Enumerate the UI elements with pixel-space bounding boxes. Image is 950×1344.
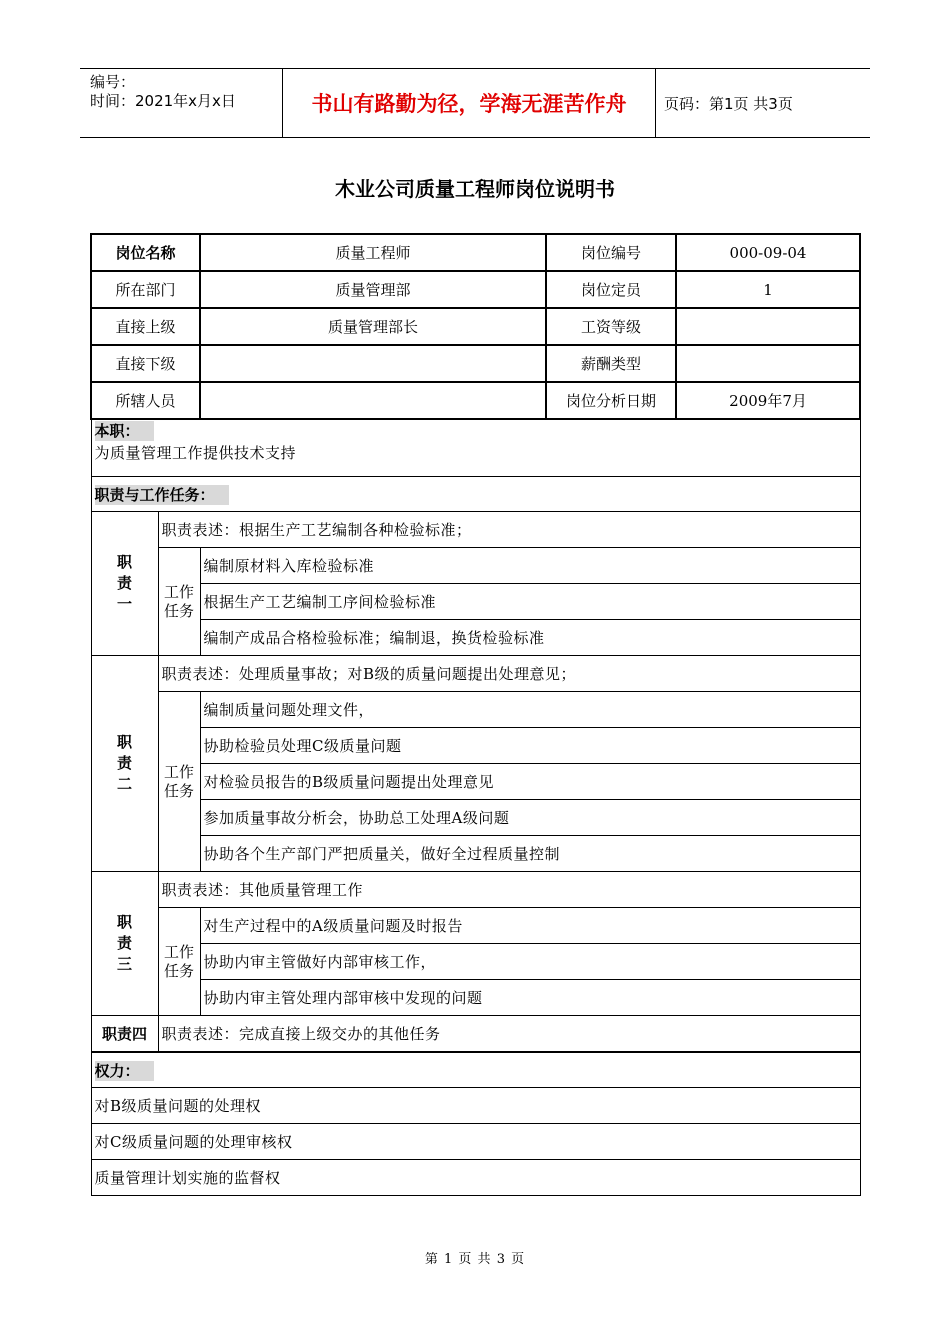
info-label: 薪酬类型 (546, 345, 676, 382)
task-label: 工作 任务 (158, 908, 200, 1016)
info-row (91, 382, 860, 419)
task-row (91, 584, 860, 620)
info-label: 直接上级 (91, 308, 200, 345)
duties-heading-row (91, 477, 860, 512)
info-value: 1 (676, 271, 860, 308)
info-label: 岗位分析日期 (546, 382, 676, 419)
task-item: 编制产成品合格检验标准；编制退，换货检验标准 (200, 620, 860, 656)
info-value: 2009年7月 (676, 382, 860, 419)
authority-row (91, 1124, 860, 1160)
task-row (91, 800, 860, 836)
header-page-info: 页码：第1页 共3页 (664, 94, 793, 113)
task-row (91, 980, 860, 1016)
info-label: 所在部门 (91, 271, 200, 308)
page-header (80, 68, 870, 138)
task-row (91, 728, 860, 764)
info-value: 000-09-04 (676, 234, 860, 271)
summary-text: 为质量管理工作提供技术支持 (91, 442, 860, 477)
info-label: 岗位编号 (546, 234, 676, 271)
task-row (91, 764, 860, 800)
duty-desc-row (91, 1016, 860, 1053)
task-row (91, 620, 860, 656)
info-value (676, 345, 860, 382)
duty-desc: 职责表述：根据生产工艺编制各种检验标准； (158, 512, 860, 548)
summary-heading-row (91, 419, 860, 442)
task-item: 编制质量问题处理文件， (200, 692, 860, 728)
info-value: 质量工程师 (200, 234, 546, 271)
date-label: 时间：2021年x月x日 (90, 92, 236, 110)
task-item: 对生产过程中的A级质量问题及时报告 (200, 908, 860, 944)
task-row (91, 944, 860, 980)
page-footer: 第 1 页 共 3 页 (424, 1252, 526, 1267)
header-slogan: 书山有路勤为径，学海无涯苦作舟 (282, 69, 656, 137)
task-item: 编制原材料入库检验标准 (200, 548, 860, 584)
duty-label: 职 责 三 (91, 872, 158, 1016)
duty-label: 职 责 一 (91, 512, 158, 656)
task-item: 协助内审主管处理内部审核中发现的问题 (200, 980, 860, 1016)
info-row (91, 234, 860, 271)
duties-heading-cell (91, 477, 860, 512)
duty-desc-row (91, 512, 860, 548)
summary-text-row (91, 442, 860, 477)
task-item: 协助检验员处理C级质量问题 (200, 728, 860, 764)
duty-desc: 职责表述：完成直接上级交办的其他任务 (158, 1016, 860, 1053)
task-item: 协助各个生产部门严把质量关，做好全过程质量控制 (200, 836, 860, 872)
task-item: 根据生产工艺编制工序间检验标准 (200, 584, 860, 620)
task-item: 协助内审主管做好内部审核工作， (200, 944, 860, 980)
duty-desc: 职责表述：其他质量管理工作 (158, 872, 860, 908)
job-description-table (90, 233, 861, 1196)
info-value (200, 345, 546, 382)
info-value (200, 382, 546, 419)
info-label: 工资等级 (546, 308, 676, 345)
authority-heading-row (91, 1052, 860, 1088)
task-item: 对检验员报告的B级质量问题提出处理意见 (200, 764, 860, 800)
duty-desc: 职责表述：处理质量事故；对B级的质量问题提出处理意见； (158, 656, 860, 692)
info-label: 岗位定员 (546, 271, 676, 308)
authority-item: 对C级质量问题的处理审核权 (91, 1124, 860, 1160)
duties-heading: 职责与工作任务： (95, 485, 229, 505)
duty-label: 职责四 (91, 1016, 158, 1053)
task-label: 工作 任务 (158, 692, 200, 872)
number-label: 编号： (90, 73, 136, 91)
authority-heading: 权力： (95, 1061, 154, 1081)
authority-item: 对B级质量问题的处理权 (91, 1088, 860, 1124)
task-row (91, 548, 860, 584)
duty-desc-row (91, 656, 860, 692)
duty-desc-row (91, 872, 860, 908)
info-value (676, 308, 860, 345)
info-label: 所辖人员 (91, 382, 200, 419)
info-row (91, 345, 860, 382)
authority-item: 质量管理计划实施的监督权 (91, 1160, 860, 1196)
info-label: 岗位名称 (91, 234, 200, 271)
duty-label: 职 责 二 (91, 656, 158, 872)
task-item: 参加质量事故分析会，协助总工处理A级问题 (200, 800, 860, 836)
summary-heading-cell (91, 419, 860, 442)
task-row (91, 908, 860, 944)
document-title: 木业公司质量工程师岗位说明书 (335, 177, 615, 201)
task-row (91, 836, 860, 872)
header-meta (90, 73, 236, 111)
summary-heading: 本职： (95, 421, 154, 441)
authority-row (91, 1160, 860, 1196)
info-value: 质量管理部 (200, 271, 546, 308)
task-label: 工作 任务 (158, 548, 200, 656)
info-value: 质量管理部长 (200, 308, 546, 345)
info-row (91, 271, 860, 308)
authority-row (91, 1088, 860, 1124)
task-row (91, 692, 860, 728)
info-label: 直接下级 (91, 345, 200, 382)
authority-heading-cell (91, 1052, 860, 1088)
info-row (91, 308, 860, 345)
